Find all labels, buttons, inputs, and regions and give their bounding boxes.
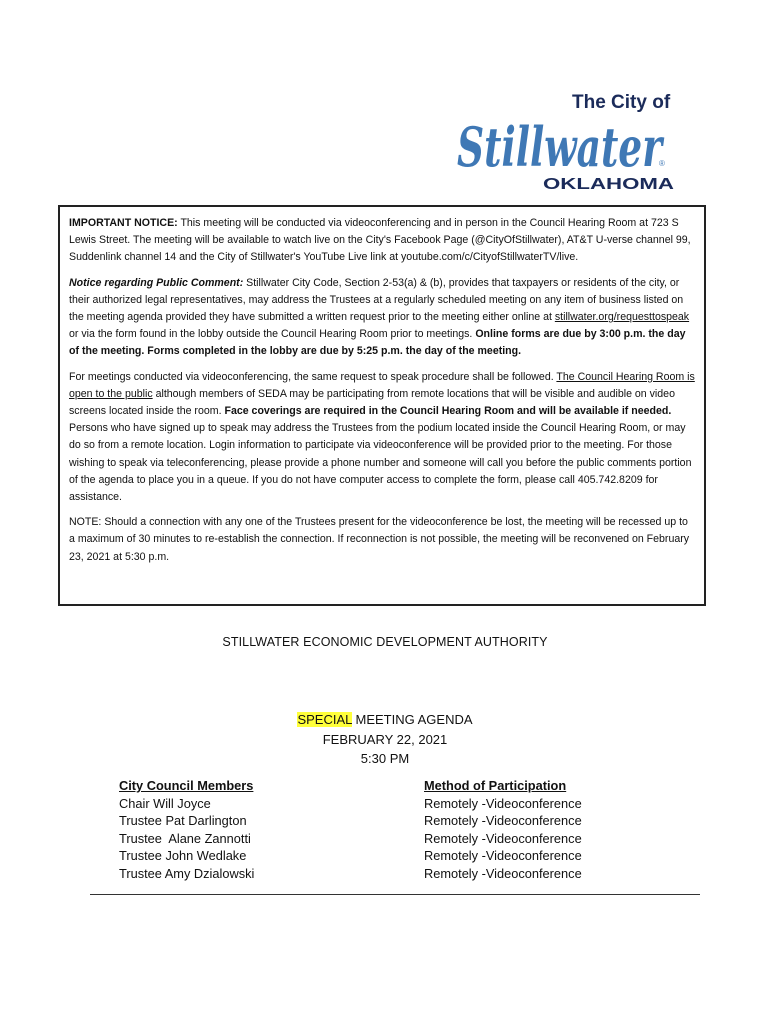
special-highlight: SPECIAL [297, 712, 352, 727]
participation-method-header: Method of Participation [424, 778, 567, 793]
agenda-title-block [0, 710, 770, 769]
notice-p2-text-b: or via the form found in the lobby outside the Council Hearing Room prior to meetings. [69, 328, 473, 341]
notice-p3-text-a: For meetings conducted via videoconferencing, the same request to speak procedure shall be followed. [69, 370, 557, 383]
notice-p1-text: This meeting will be conducted via videoconferencing and in person in the Council Hearing Room at 723 S Lewis Street. The meeting will be available to watch live on the City's Facebook Page (@CityOfStillwater), AT&T U-verse channel 99, Suddenlink channel 14 and the City of Stillwater's YouTube Live link at youtube.com/c/CityofStillwaterTV/live. [69, 217, 691, 264]
participation-method: Remotely -Videoconference [424, 865, 582, 881]
logo-line2: Stillwater [457, 115, 665, 179]
participation-method-column [424, 777, 582, 883]
divider-rule [90, 894, 700, 895]
logo-graphic [455, 86, 685, 196]
notice-paragraph-3 [69, 369, 695, 507]
member-name: Chair Will Joyce [119, 795, 211, 811]
request-to-speak-link[interactable]: stillwater.org/requesttospeak [554, 311, 690, 324]
important-notice-box [58, 205, 706, 606]
agenda-title-rest: MEETING AGENDA [351, 712, 473, 727]
participation-method: Remotely -Videoconference [424, 848, 582, 864]
notice-p3-text-c: Persons who have signed up to speak may address the Trustees from the podium located inside the Council Hearing Room, or may do so from a remote location. Login information to participate via videoconference will be provided prior to the meeting. For those wishing to speak via teleconferencing, please provide a phone number and someone will call you before the public comments portion of the agenda to place you in a queue. If you do not have computer access to complete the form, please call 405.742.8209 for assistance. [69, 422, 692, 504]
authority-heading: STILLWATER ECONOMIC DEVELOPMENT AUTHORITY [222, 635, 548, 649]
member-name: Trustee Pat Darlington [119, 813, 247, 829]
important-notice-label: IMPORTANT NOTICE: [69, 217, 178, 229]
participation-method: Remotely -Videoconference [424, 830, 582, 846]
participation-method: Remotely -Videoconference [424, 813, 582, 829]
logo-registered: ® [659, 159, 665, 168]
notice-paragraph-4: NOTE: Should a connection with any one of the Trustees present for the videoconference be lost, the meeting will be recessed up to a maximum of 30 minutes to re-establish the connection. If reconnection is not possible, the meeting will be reconvened on February 23, 2021 at 5:30 p.m. [69, 516, 690, 563]
notice-p2-deadlines: Online forms are due by 3:00 p.m. the day of the meeting. Forms completed in the lobby are due by 5:25 p.m. the day of the meeting. [69, 328, 686, 358]
logo-line3: OKLAHOMA [543, 176, 675, 193]
agenda-time: 5:30 PM [360, 751, 410, 766]
member-name: Trustee Amy Dzialowski [119, 865, 255, 881]
member-name: Trustee Alane Zannotti [119, 830, 251, 846]
council-members-header: City Council Members [119, 778, 254, 793]
notice-paragraph-1 [69, 215, 695, 267]
agenda-title [0, 710, 770, 730]
participation-method: Remotely -Videoconference [424, 795, 582, 811]
agenda-date: FEBRUARY 22, 2021 [322, 731, 448, 747]
notice-p2-text-a: Stillwater City Code, Section 2-53(a) & (b), provides that taxpayers or residents of the city, or their authorized legal representatives, may address the Trustees at a regularly scheduled meeting on any item of business listed on the meeting agenda provided they have submitted a written request prior to the meeting either online at [69, 276, 684, 324]
notice-p3-underline: The Council Hearing Room is open to the public [69, 370, 695, 400]
notice-paragraph-2 [69, 275, 695, 361]
public-comment-label: Notice regarding Public Comment: [69, 276, 244, 289]
council-members-column [119, 777, 254, 883]
notice-p3-face-coverings: Face coverings are required in the Council Hearing Room and will be available if needed. [224, 405, 672, 418]
member-name: Trustee John Wedlake [119, 848, 247, 864]
logo-line1: The City of [572, 92, 671, 113]
city-of-stillwater-logo [455, 86, 685, 196]
notice-p3-text-b: although members of SEDA may be participating from remote locations that will be visible and audible on video screens located inside the room. [69, 387, 675, 418]
